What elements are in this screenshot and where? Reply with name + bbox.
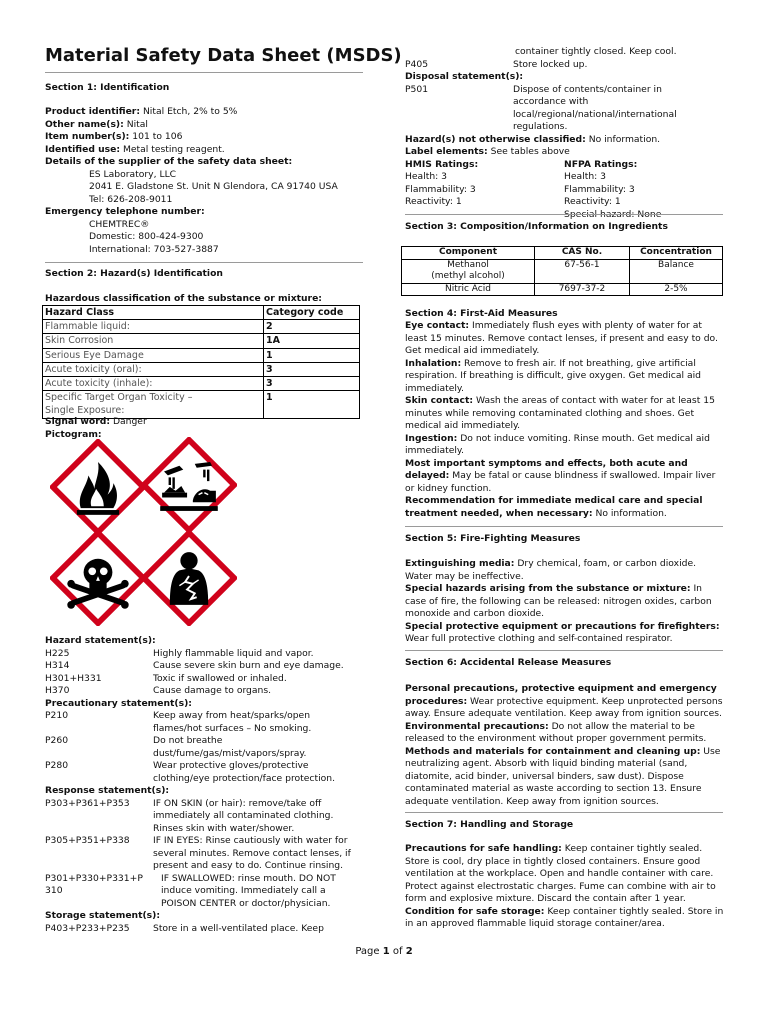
list-item: [45, 798, 363, 836]
table-row: [402, 283, 723, 296]
ratings: [405, 159, 723, 222]
product-label: Product identifier:: [45, 106, 141, 117]
statement-text: Store locked up.: [513, 58, 588, 70]
precautionary-label: Precautionary statement(s):: [45, 697, 192, 709]
other-names-label: Other name(s):: [45, 118, 124, 130]
statement-text: IF ON SKIN (or hair): remove/take off immediately all contaminated clothing. Rinses skin with water/shower.: [153, 797, 334, 834]
supplier-phone: Tel: 626-208-9011: [89, 193, 173, 205]
section-2-heading: Section 2: Hazard(s) Identification: [45, 268, 223, 279]
hazard-class-table: [42, 305, 360, 419]
cas-cell: 67-56-1: [535, 259, 630, 283]
concentration-header: Concentration: [630, 247, 723, 260]
statement-text: IF SWALLOWED: rinse mouth. DO NOT induce vomiting. Immediately call a POISON CENTER or doctor/physician.: [161, 872, 336, 909]
statement-code: P403+P233+P235: [45, 922, 130, 934]
corrosion-pictogram: [141, 437, 237, 533]
symptoms-label: Most important symptoms and effects, both acute and delayed:: [405, 457, 688, 481]
title-rule: [45, 72, 363, 73]
hmis-health: Health: 3: [405, 171, 448, 182]
hmis-label: HMIS Ratings:: [405, 158, 479, 170]
component-header: Component: [402, 247, 535, 260]
other-names-value: Nital: [126, 118, 148, 130]
component-alias: (methyl alcohol): [431, 271, 505, 281]
statement-text: Store in a well-ventilated place. Keep: [153, 922, 324, 934]
list-item: [45, 760, 363, 785]
category-code-cell: 1: [264, 391, 360, 418]
component-name: Methanol: [447, 259, 489, 270]
statement-code: H301+H331: [45, 672, 102, 684]
special-hazards-label: Special hazards arising from the substance or mixture:: [405, 583, 691, 594]
section-7-body: [405, 843, 725, 931]
environmental-precautions-label: Environmental precautions:: [405, 720, 549, 732]
statement-text: Toxic if swallowed or inhaled.: [153, 672, 287, 684]
table-row: [43, 334, 360, 348]
nfpa-reactivity: Reactivity: 1: [564, 196, 621, 207]
statement-code: H370: [45, 685, 70, 696]
firefighter-equipment-text: Wear full protective clothing and self-contained respirator.: [405, 633, 673, 644]
table-row: [43, 348, 360, 362]
hazard-class-cell: Flammable liquid:: [43, 320, 264, 334]
storage-label: Storage statement(s):: [45, 910, 161, 921]
section-5-body: [405, 558, 725, 646]
identified-use-value: Metal testing reagent.: [122, 143, 225, 155]
statement-text: Wear protective gloves/protective clothing/eye protection/face protection.: [153, 760, 335, 784]
disposal-label: Disposal statement(s):: [405, 71, 524, 82]
ingestion-text: Do not induce vomiting. Rinse mouth. Get medical aid immediately.: [405, 432, 710, 456]
component-cell: [402, 259, 535, 283]
inhalation-text: Remove to fresh air. If not breathing, give artificial respiration. If breathing is difficult, give oxygen. Get medical aid immediately.: [405, 357, 701, 394]
supplier-address: 2041 E. Gladstone St. Unit N Glendora, CA 91740 USA: [89, 181, 338, 192]
concentration-cell: 2-5%: [630, 283, 723, 296]
section-6-heading: Section 6: Accidental Release Measures: [405, 657, 612, 668]
supplier-label: Details of the supplier of the safety data sheet:: [45, 156, 293, 167]
category-code-header: Category code: [264, 306, 360, 320]
section-1-heading: Section 1: Identification: [45, 82, 170, 93]
statement-text: Cause damage to organs.: [153, 685, 272, 696]
emergency-service: CHEMTREC®: [89, 218, 150, 230]
section-1-body: [45, 106, 365, 256]
hazard-class-cell: Skin Corrosion: [43, 334, 264, 348]
hmis-flammability: Flammability: 3: [405, 183, 476, 195]
hnoc-value: No information.: [588, 133, 661, 145]
section-6-rule: [405, 812, 723, 813]
emergency-international: International: 703-527-3887: [89, 243, 219, 255]
statement-code: P303+P361+P353: [45, 797, 130, 809]
item-number-label: Item number(s):: [45, 131, 130, 142]
statement-code: H225: [45, 647, 70, 659]
list-item: [45, 835, 363, 873]
concentration-cell: Balance: [630, 259, 723, 283]
category-code-cell: 2: [264, 320, 360, 334]
symptoms-text: May be fatal or cause blindness if swallowed. Impair liver or kidney function.: [405, 470, 716, 494]
recommendation-label: Recommendation for immediate medical care and special treatment needed, when necessary:: [405, 495, 703, 519]
hazard-class-line: Single Exposure:: [45, 405, 125, 417]
statement-code: P260: [45, 735, 69, 746]
section-7-heading: Section 7: Handling and Storage: [405, 819, 574, 830]
statement-text: Highly flammable liquid and vapor.: [153, 647, 314, 659]
statement-code: P210: [45, 710, 69, 721]
table-row: [43, 391, 360, 418]
page-number: 1: [382, 946, 390, 957]
firefighter-equipment-label: Special protective equipment or precautions for firefighters:: [405, 620, 720, 632]
list-item: [45, 710, 363, 735]
pictogram-label: Pictogram:: [45, 428, 102, 440]
signal-word: [45, 416, 147, 441]
hnoc-label: Hazard(s) not otherwise classified:: [405, 133, 586, 145]
composition-table: [401, 246, 723, 296]
safe-handling-text: Keep container tightly sealed. Store is cool, dry place in tightly closed containers. Ensure good ventilation at the workplace. Open and handle container with care. Protect against electrostatic charges. Fume can combine with air to form and explosive mixture. Discard the contain after 1 year.: [405, 843, 716, 904]
label-elements-value: See tables above: [490, 146, 570, 157]
cas-header: CAS No.: [535, 247, 630, 260]
label-elements-label: Label elements:: [405, 146, 488, 157]
storage-continued: container tightly closed. Keep cool.: [515, 46, 677, 57]
nfpa-ratings: [564, 159, 723, 222]
section-4-rule: [405, 526, 723, 527]
category-code-cell: 3: [264, 377, 360, 391]
safe-storage-label: Condition for safe storage:: [405, 905, 545, 917]
signal-word-value: Danger: [112, 416, 147, 427]
extinguishing-text: Dry chemical, foam, or carbon dioxide. Water may be ineffective.: [405, 558, 697, 582]
hmis-reactivity: Reactivity: 1: [405, 196, 462, 207]
hazard-class-header: Hazard Class: [43, 306, 264, 320]
section-5-rule: [405, 650, 723, 651]
table-row: [43, 320, 360, 334]
ingestion-label: Ingestion:: [405, 432, 458, 444]
safe-handling-label: Precautions for safe handling:: [405, 843, 562, 854]
inhalation-label: Inhalation:: [405, 357, 462, 369]
list-item: [45, 735, 363, 760]
emergency-label: Emergency telephone number:: [45, 206, 205, 217]
page-footer: [0, 946, 768, 959]
skin-contact-text: Wash the areas of contact with water for at least 15 minutes while removing contaminated clothing and shoes. Get medical aid immediately.: [405, 395, 715, 431]
hazard-class-cell: Acute toxicity (oral):: [43, 362, 264, 376]
section-4-heading: Section 4: First-Aid Measures: [405, 308, 558, 319]
hazard-class-cell: [43, 391, 264, 418]
table-row: [43, 362, 360, 376]
list-item: [45, 673, 363, 686]
page-title: Material Safety Data Sheet (MSDS): [45, 45, 402, 66]
section-6-body: [405, 683, 725, 808]
section-3-heading: Section 3: Composition/Information on Ingredients: [405, 221, 668, 232]
list-item: [45, 685, 363, 698]
health-hazard-pictogram: [141, 530, 237, 626]
skull-crossbones-pictogram: [50, 530, 146, 626]
containment-methods-text: Use neutralizing agent. Absorb with liquid binding material (sand, diatomite, acid binder, universal binders, saw dust). Dispose contaminated material as waste according to section 13. Ensure adequate ventilation. Keep away from ignition sources.: [405, 745, 721, 807]
supplier-name: ES Laboratory, LLC: [89, 168, 177, 180]
table-header-row: [43, 306, 360, 320]
recommendation-text: No information.: [595, 507, 667, 519]
hmis-ratings: [405, 159, 564, 222]
product-value: Nital Etch, 2% to 5%: [142, 106, 238, 117]
table-row: [402, 259, 723, 283]
item-number-value: 101 to 106: [132, 131, 183, 142]
eye-contact-label: Eye contact:: [405, 320, 470, 331]
cas-cell: 7697-37-2: [535, 283, 630, 296]
list-item: [45, 873, 363, 911]
statement-text: Cause severe skin burn and eye damage.: [153, 660, 344, 671]
section-2-continued: [405, 46, 723, 221]
skin-contact-label: Skin contact:: [405, 395, 474, 406]
statement-code: P301+P330+P331+P 310: [45, 872, 143, 896]
safe-storage-text: Keep container tightly sealed. Store in in an approved flammable liquid storage container/area.: [405, 905, 724, 929]
hazard-class-cell: Serious Eye Damage: [43, 348, 264, 362]
section-2-rule: [405, 214, 723, 215]
table-header-row: [402, 247, 723, 260]
nfpa-flammability: Flammability: 3: [564, 183, 635, 195]
signal-word-label: Signal word:: [45, 416, 111, 427]
statement-code: P305+P351+P338: [45, 835, 130, 846]
section-1-rule: [45, 262, 363, 263]
statement-text: Dispose of contents/container in accordance with local/regional/national/international regulations.: [513, 83, 677, 132]
statement-text: IF IN EYES: Rinse cautiously with water for several minutes. Remove contact lenses, if present and easy to do. Continue rinsing.: [153, 835, 351, 871]
component-cell: Nitric Acid: [402, 283, 535, 296]
response-label: Response statement(s):: [45, 785, 170, 796]
statement-text: Keep away from heat/sparks/open flames/hot surfaces – No smoking.: [153, 710, 312, 734]
statement-text: Do not breathe dust/fume/gas/mist/vapors/spray.: [153, 735, 307, 759]
list-item: [45, 923, 363, 936]
hazard-statements: [45, 635, 363, 935]
statement-code: H314: [45, 660, 70, 671]
page-total: 2: [405, 946, 413, 957]
table-row: [43, 377, 360, 391]
page-prefix: Page: [355, 946, 383, 957]
hazard-class-line: Specific Target Organ Toxicity –: [45, 392, 193, 404]
special-hazards-text: In case of fire, the following can be released: nitrogen oxides, carbon monoxide and carbon dioxide.: [405, 583, 712, 619]
containment-methods-label: Methods and materials for containment and cleaning up:: [405, 745, 701, 757]
category-code-cell: 1A: [264, 334, 360, 348]
category-code-cell: 3: [264, 362, 360, 376]
page-of: of: [389, 946, 406, 957]
flame-pictogram: [50, 439, 146, 535]
list-item: [45, 648, 363, 661]
list-item: [405, 84, 723, 134]
statement-code: P501: [405, 83, 429, 95]
nfpa-health: Health: 3: [564, 171, 607, 182]
hazard-classification-heading: Hazardous classification of the substance or mixture:: [45, 293, 322, 304]
hazard-statements-label: Hazard statement(s):: [45, 635, 156, 646]
list-item: [45, 660, 363, 673]
extinguishing-label: Extinguishing media:: [405, 558, 515, 569]
statement-code: P405: [405, 58, 429, 70]
statement-code: P280: [45, 760, 69, 771]
emergency-domestic: Domestic: 800-424-9300: [89, 231, 204, 242]
environmental-precautions-text: Do not allow the material to be released to the environment without proper government permits.: [405, 720, 707, 744]
personal-precautions-text: Wear protective equipment. Keep unprotected persons away. Ensure adequate ventilation. Keep away from ignition sources.: [405, 695, 723, 719]
nfpa-special-hazard: Special hazard: None: [564, 208, 662, 220]
identified-use-label: Identified use:: [45, 143, 121, 155]
section-4-body: [405, 320, 725, 520]
nfpa-label: NFPA Ratings:: [564, 158, 638, 170]
section-5-heading: Section 5: Fire-Fighting Measures: [405, 533, 581, 544]
category-code-cell: 1: [264, 348, 360, 362]
eye-contact-text: Immediately flush eyes with plenty of water for at least 15 minutes. Remove contact lenses, if present and easy to do. Get medical aid immediately.: [405, 320, 718, 356]
hazard-class-cell: Acute toxicity (inhale):: [43, 377, 264, 391]
list-item: [405, 59, 723, 72]
personal-precautions-label: Personal precautions, protective equipment and emergency procedures:: [405, 683, 717, 707]
